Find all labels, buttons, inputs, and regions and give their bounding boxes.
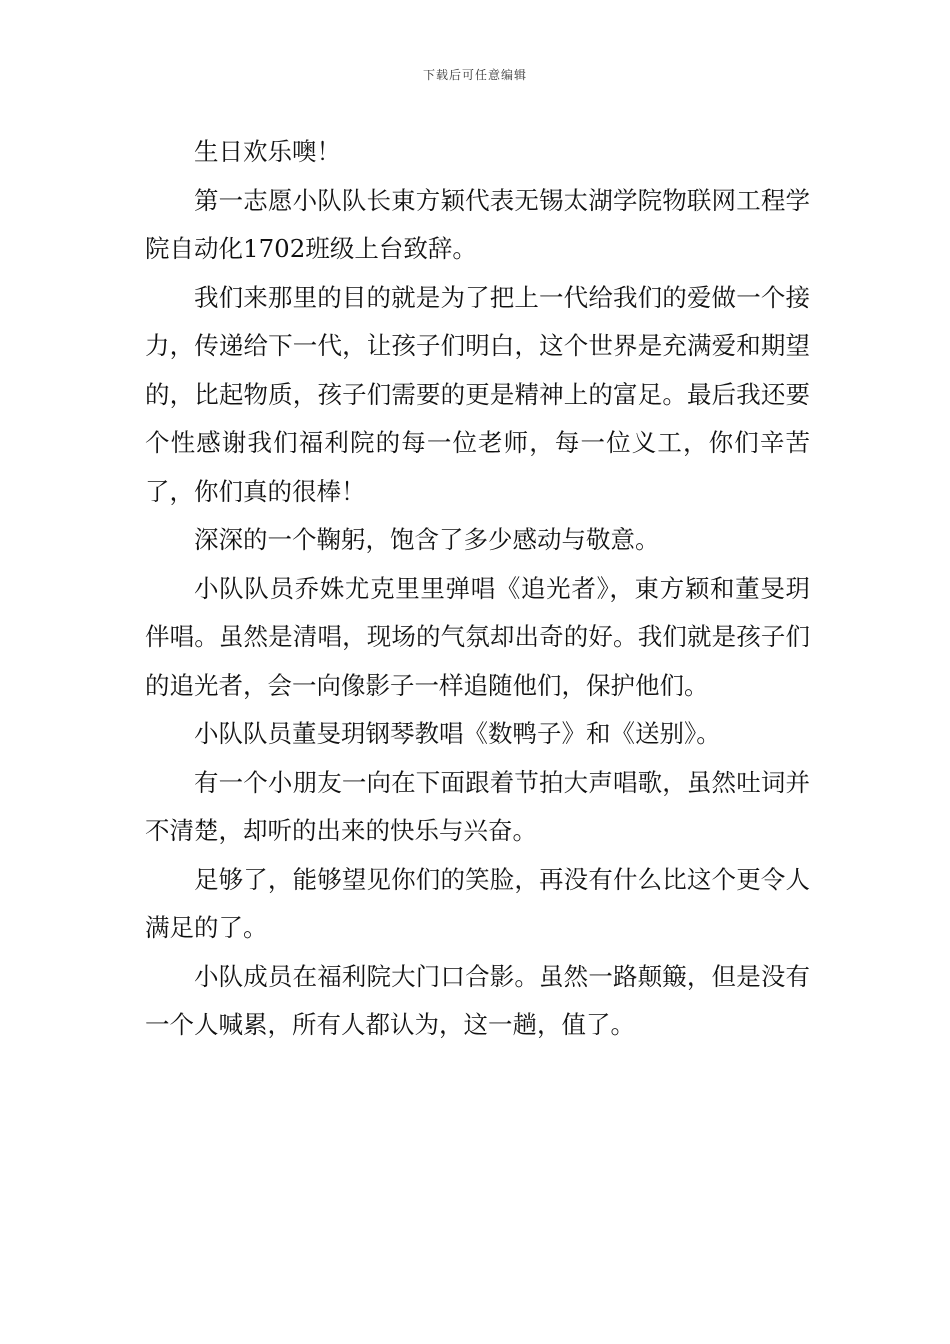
paragraph: 深深的一个鞠躬，饱含了多少感动与敬意。 (194, 525, 660, 554)
paragraph: 足够了，能够望见你们的笑脸，再没有什么比这个更令人满足的了。 (145, 864, 810, 942)
paragraph: 生日欢乐噢！ (194, 137, 341, 166)
paragraph: 小队队员董旻玥钢琴教唱《数鸭子》和《送别》。 (194, 719, 721, 748)
page-header: 下载后可任意编辑 (422, 68, 527, 82)
paragraph: 有一个小朋友一向在下面跟着节拍大声唱歌，虽然吐词并不清楚，却听的出来的快乐与兴奋。 (145, 767, 810, 845)
paragraph: 小队队员乔姝尤克里里弹唱《追光者》，東方颖和董旻玥伴唱。虽然是清唱，现场的气氛却出奇的好。我们就是孩子们的追光者，会一向像影子一样追随他们，保护他们。 (145, 573, 810, 700)
paragraph: 我们来那里的目的就是为了把上一代给我们的爱做一个接力，传递给下一代，让孩子们明白，这个世界是充满爱和期望的，比起物质，孩子们需要的更是精神上的富足。最后我还要个性感谢我们福利院的每一位老师，每一位义工，你们辛苦了，你们真的很棒！ (145, 282, 810, 506)
paragraph: 第一志愿小队队长東方颖代表无锡太湖学院物联网工程学院自动化1702班级上台致辞。 (145, 185, 810, 263)
document-body (145, 128, 810, 1050)
paragraph: 小队成员在福利院大门口合影。虽然一路颠簸，但是没有一个人喊累，所有人都认为，这一趟，值了。 (145, 961, 810, 1039)
